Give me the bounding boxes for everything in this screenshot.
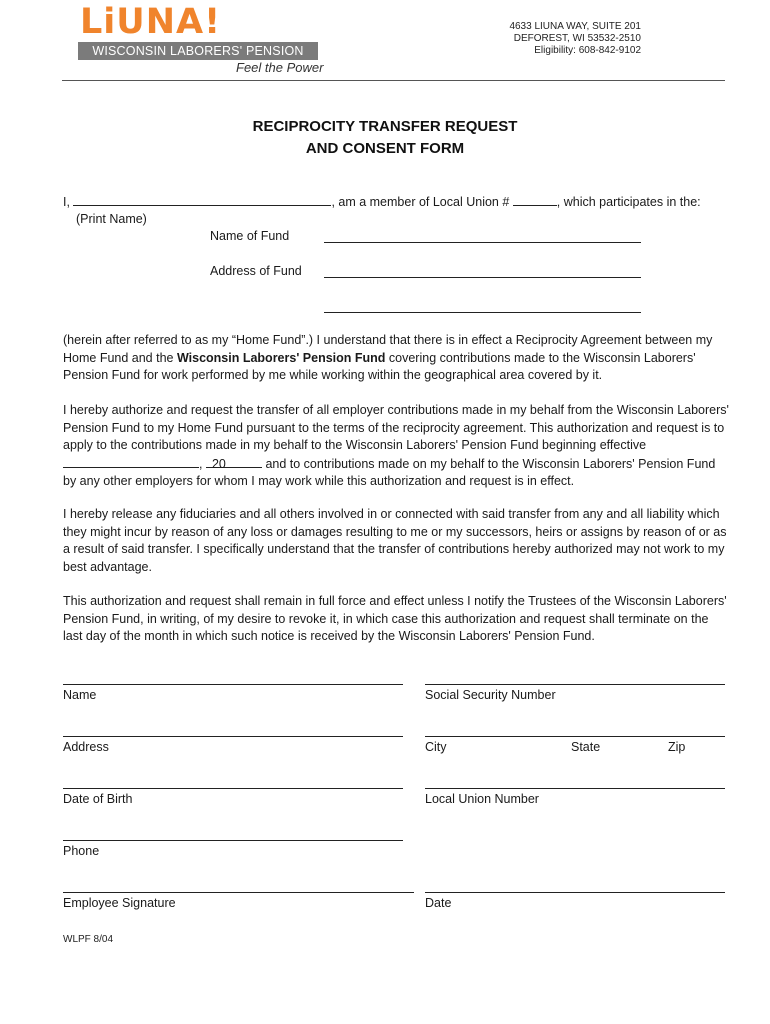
intro-prefix: I, xyxy=(63,195,70,209)
effective-year-blank[interactable] xyxy=(206,456,262,471)
intro-line xyxy=(63,193,701,212)
effective-year-prefix: 20 xyxy=(211,456,226,471)
liuna-logo-wordmark: LiUNA! xyxy=(80,2,222,42)
paragraph-authorization: I hereby authorize and request the transfer of all employer contributions made in my behalf from the Wisconsin Laborers' Pension Fund to my Home Fund pursuant to the terms of the reciprocity agreement. This authorization and request is to apply to the contributions made in my behalf to the Wisconsin Laborers' Pension Fund beginning effective , 20 and to contributions made on my behalf to the Wisconsin Laborers' Pension Fund by any other employers for whom I may work while this authorization and request is in effect. xyxy=(63,403,729,488)
address-label: Address xyxy=(63,740,109,754)
form-title-line-2: AND CONSENT FORM xyxy=(305,140,465,157)
local-union-label: Local Union Number xyxy=(425,792,539,806)
zip-label: Zip xyxy=(668,740,686,754)
name-label: Name xyxy=(63,688,97,702)
local-union-line[interactable] xyxy=(425,788,725,789)
paragraph-1-bold: Wisconsin Laborers' Pension Fund xyxy=(176,350,386,365)
fund-address-line-1[interactable] xyxy=(324,277,641,278)
intro-participates-text: , which participates in the: xyxy=(556,195,701,209)
paragraph-2-text-b: and to contributions made on my behalf to the Wisconsin Laborers' Pension Fund by any other employers for whom I may work while this authorization and request is in effect. xyxy=(63,456,716,488)
form-code: WLPF 8/04 xyxy=(63,934,114,945)
ssn-line[interactable] xyxy=(425,684,725,685)
paragraph-home-fund xyxy=(63,332,729,385)
name-line[interactable] xyxy=(63,684,403,685)
address-line[interactable] xyxy=(63,736,403,737)
city-state-zip-line[interactable] xyxy=(425,736,725,737)
ssn-label: Social Security Number xyxy=(425,688,556,702)
intro-member-text: , am a member of Local Union # xyxy=(331,195,510,209)
fund-address-block xyxy=(430,21,641,57)
address-line-2: DEFOREST, WI 53532-2510 xyxy=(513,33,641,44)
signature-line[interactable] xyxy=(63,892,414,893)
phone-label: Phone xyxy=(63,844,100,858)
logo-fund-name-bar: WISCONSIN LABORERS' PENSION FUND xyxy=(78,42,318,60)
paragraph-1-text-a: (herein after referred to as my “Home Fund”.) I understand that there is in effect a Reciprocity Agreement between my Home Fund and the xyxy=(63,333,713,365)
date-label: Date xyxy=(425,896,452,910)
local-union-blank[interactable] xyxy=(513,193,557,206)
header-divider xyxy=(62,80,725,81)
dob-label: Date of Birth xyxy=(63,792,133,806)
paragraph-1-text-b: covering contributions made to the Wisconsin Laborers' Pension Fund for work performed by me while working within the geographical area covered by it. xyxy=(63,350,696,382)
form-title-line-1: RECIPROCITY TRANSFER REQUEST xyxy=(252,118,518,135)
address-line-1: 4633 LIUNA WAY, SUITE 201 xyxy=(509,21,641,32)
fund-name-line[interactable] xyxy=(324,242,641,243)
date-line[interactable] xyxy=(425,892,725,893)
paragraph-revocation: This authorization and request shall remain in full force and effect unless I notify the Trustees of the Wisconsin Laborers' Pension Fund, in writing, of my desire to revoke it, in which case this authorization and request shall terminate on the last day of the month in which such notice is received by the Wisconsin Laborers' Pension Fund. xyxy=(63,594,727,643)
dob-line[interactable] xyxy=(63,788,403,789)
city-label: City xyxy=(425,740,447,754)
effective-date-blank[interactable] xyxy=(63,455,199,468)
print-name-caption: (Print Name) xyxy=(76,212,147,226)
paragraph-release: I hereby release any fiduciaries and all others involved in or connected with said transfer from any and all liability which they might incur by reason of any loss or damages resulting to me or my successors, heirs or assigns by reason of or as a result of said transfer. I specifically understand that the transfer of contributions hereby authorized may not work to my best advantage. xyxy=(63,507,727,574)
signature-label: Employee Signature xyxy=(63,896,176,910)
phone-line[interactable] xyxy=(63,840,403,841)
paragraph-2-text-a: I hereby authorize and request the transfer of all employer contributions made in my behalf from the Wisconsin Laborers' Pension Fund to my Home Fund pursuant to the terms of the reciprocity agreement. This authorization and request is to apply to the contributions made in my behalf to the Wisconsin Laborers' Pension Fund beginning effective xyxy=(63,403,729,452)
fund-address-label: Address of Fund xyxy=(210,264,302,278)
print-name-blank[interactable] xyxy=(73,193,331,206)
fund-name-label: Name of Fund xyxy=(210,229,290,243)
logo-tagline: Feel the Power xyxy=(236,60,324,75)
state-label: State xyxy=(571,740,601,754)
address-line-3: Eligibility: 608-842-9102 xyxy=(534,45,641,56)
fund-address-line-2[interactable] xyxy=(324,312,641,313)
